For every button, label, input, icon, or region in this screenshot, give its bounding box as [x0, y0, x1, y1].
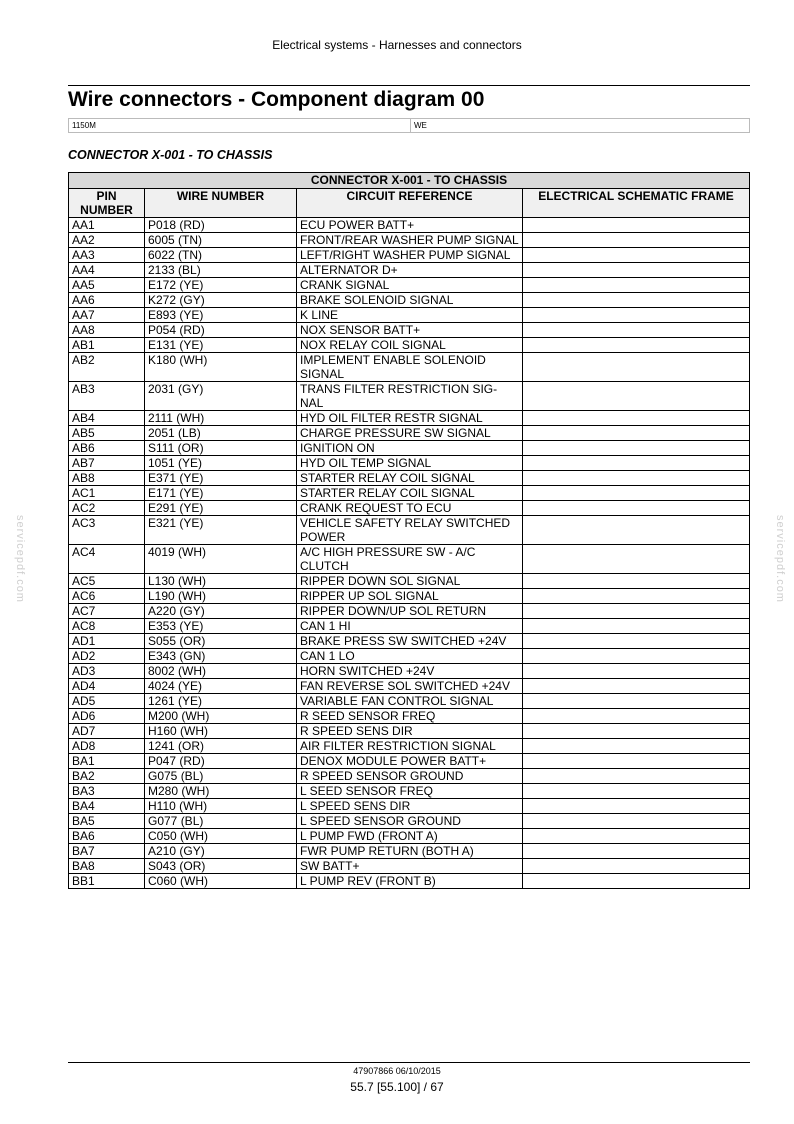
cell-frame [523, 589, 750, 604]
cell-circuit: RIPPER DOWN/UP SOL RETURN [297, 604, 523, 619]
cell-pin: BA3 [69, 784, 145, 799]
table-row [69, 799, 750, 814]
cell-circuit: ALTERNATOR D+ [297, 263, 523, 278]
cell-circuit: L SPEED SENSOR GROUND [297, 814, 523, 829]
page-title: Wire connectors - Component diagram 00 [68, 88, 485, 111]
cell-frame [523, 769, 750, 784]
footer-page-number: 55.7 [55.100] / 67 [350, 1080, 444, 1094]
table-row [69, 784, 750, 799]
cell-circuit: CRANK REQUEST TO ECU [297, 501, 523, 516]
table-row [69, 545, 750, 574]
cell-pin: AB3 [69, 382, 145, 411]
table-row [69, 293, 750, 308]
cell-frame [523, 411, 750, 426]
cell-frame [523, 441, 750, 456]
cell-wire: 8002 (WH) [145, 664, 297, 679]
cell-frame [523, 619, 750, 634]
cell-circuit: K LINE [297, 308, 523, 323]
cell-frame [523, 859, 750, 874]
column-header-pin: PIN NUMBER [69, 189, 145, 218]
cell-circuit: R SPEED SENSOR GROUND [297, 769, 523, 784]
cell-frame [523, 501, 750, 516]
model-info-row [68, 118, 750, 133]
watermark-left: servicepdf.com [14, 515, 26, 603]
cell-frame [523, 233, 750, 248]
cell-circuit: L PUMP REV (FRONT B) [297, 874, 523, 889]
table-row [69, 501, 750, 516]
cell-pin: AD7 [69, 724, 145, 739]
table-row [69, 382, 750, 411]
column-header-frame: ELECTRICAL SCHEMATIC FRAME [523, 189, 750, 218]
cell-circuit: R SPEED SENS DIR [297, 724, 523, 739]
cell-pin: AA6 [69, 293, 145, 308]
cell-wire: H160 (WH) [145, 724, 297, 739]
cell-pin: AD4 [69, 679, 145, 694]
cell-circuit: FWR PUMP RETURN (BOTH A) [297, 844, 523, 859]
cell-wire: E321 (YE) [145, 516, 297, 545]
cell-wire: M200 (WH) [145, 709, 297, 724]
cell-frame [523, 724, 750, 739]
cell-pin: AB6 [69, 441, 145, 456]
table-caption: CONNECTOR X-001 - TO CHASSIS [69, 173, 750, 189]
cell-wire: P054 (RD) [145, 323, 297, 338]
table-row [69, 664, 750, 679]
cell-pin: AB5 [69, 426, 145, 441]
cell-wire: E291 (YE) [145, 501, 297, 516]
cell-frame [523, 471, 750, 486]
table-row [69, 829, 750, 844]
table-row [69, 634, 750, 649]
cell-pin: AA8 [69, 323, 145, 338]
cell-wire: 1261 (YE) [145, 694, 297, 709]
table-row [69, 604, 750, 619]
cell-pin: AD8 [69, 739, 145, 754]
table-row [69, 814, 750, 829]
cell-wire: C060 (WH) [145, 874, 297, 889]
cell-pin: AC3 [69, 516, 145, 545]
cell-circuit: CAN 1 LO [297, 649, 523, 664]
cell-frame [523, 323, 750, 338]
table-row [69, 844, 750, 859]
table-row [69, 308, 750, 323]
cell-frame [523, 278, 750, 293]
footer-doc-code: 47907866 06/10/2015 [353, 1066, 441, 1076]
cell-circuit: L SPEED SENS DIR [297, 799, 523, 814]
cell-wire: K272 (GY) [145, 293, 297, 308]
cell-circuit: L SEED SENSOR FREQ [297, 784, 523, 799]
cell-pin: AD6 [69, 709, 145, 724]
cell-frame [523, 456, 750, 471]
cell-pin: AC1 [69, 486, 145, 501]
cell-circuit: AIR FILTER RESTRICTION SIGNAL [297, 739, 523, 754]
table-body [69, 218, 750, 889]
cell-wire: P047 (RD) [145, 754, 297, 769]
cell-wire: E353 (YE) [145, 619, 297, 634]
cell-frame [523, 664, 750, 679]
cell-pin: AB4 [69, 411, 145, 426]
cell-frame [523, 874, 750, 889]
cell-circuit: IMPLEMENT ENABLE SOLENOID SIGNAL [297, 353, 523, 382]
cell-circuit: ECU POWER BATT+ [297, 218, 523, 233]
cell-frame [523, 426, 750, 441]
cell-pin: BA6 [69, 829, 145, 844]
cell-circuit: NOX SENSOR BATT+ [297, 323, 523, 338]
cell-pin: BA8 [69, 859, 145, 874]
cell-frame [523, 263, 750, 278]
table-row [69, 441, 750, 456]
cell-pin: BA1 [69, 754, 145, 769]
column-header-wire: WIRE NUMBER [145, 189, 297, 218]
section-title: CONNECTOR X-001 - TO CHASSIS [68, 148, 273, 162]
cell-wire: C050 (WH) [145, 829, 297, 844]
watermark-right: servicepdf.com [774, 515, 786, 603]
cell-wire: E171 (YE) [145, 486, 297, 501]
cell-frame [523, 634, 750, 649]
cell-frame [523, 545, 750, 574]
running-header: Electrical systems - Harnesses and connectors [272, 38, 522, 52]
cell-frame [523, 293, 750, 308]
cell-wire: L130 (WH) [145, 574, 297, 589]
cell-frame [523, 784, 750, 799]
table-row [69, 619, 750, 634]
cell-pin: AA2 [69, 233, 145, 248]
cell-circuit: L PUMP FWD (FRONT A) [297, 829, 523, 844]
cell-pin: AC2 [69, 501, 145, 516]
cell-wire: H110 (WH) [145, 799, 297, 814]
connector-table [68, 172, 750, 889]
cell-wire: 1051 (YE) [145, 456, 297, 471]
cell-frame [523, 739, 750, 754]
cell-pin: AB8 [69, 471, 145, 486]
cell-pin: AD2 [69, 649, 145, 664]
cell-frame [523, 679, 750, 694]
column-header-circuit: CIRCUIT REFERENCE [297, 189, 523, 218]
cell-circuit: BRAKE SOLENOID SIGNAL [297, 293, 523, 308]
table-row [69, 456, 750, 471]
cell-frame [523, 308, 750, 323]
cell-frame [523, 604, 750, 619]
cell-wire: 2133 (BL) [145, 263, 297, 278]
cell-pin: AC8 [69, 619, 145, 634]
cell-wire: 6022 (TN) [145, 248, 297, 263]
cell-pin: AA5 [69, 278, 145, 293]
table-row [69, 724, 750, 739]
table-row [69, 471, 750, 486]
cell-wire: E371 (YE) [145, 471, 297, 486]
cell-wire: 4024 (YE) [145, 679, 297, 694]
cell-pin: AA1 [69, 218, 145, 233]
cell-frame [523, 486, 750, 501]
cell-circuit: HYD OIL TEMP SIGNAL [297, 456, 523, 471]
cell-wire: 2031 (GY) [145, 382, 297, 411]
cell-circuit: R SEED SENSOR FREQ [297, 709, 523, 724]
cell-frame [523, 218, 750, 233]
cell-circuit: HYD OIL FILTER RESTR SIGNAL [297, 411, 523, 426]
table-row [69, 248, 750, 263]
cell-circuit: STARTER RELAY COIL SIGNAL [297, 486, 523, 501]
cell-wire: E343 (GN) [145, 649, 297, 664]
cell-pin: AB7 [69, 456, 145, 471]
cell-pin: AD5 [69, 694, 145, 709]
cell-wire: G077 (BL) [145, 814, 297, 829]
table-row [69, 426, 750, 441]
cell-pin: BA2 [69, 769, 145, 784]
cell-frame [523, 574, 750, 589]
cell-wire: P018 (RD) [145, 218, 297, 233]
cell-wire: L190 (WH) [145, 589, 297, 604]
cell-circuit: RIPPER UP SOL SIGNAL [297, 589, 523, 604]
table-row [69, 709, 750, 724]
cell-frame [523, 754, 750, 769]
cell-pin: AA4 [69, 263, 145, 278]
cell-frame [523, 516, 750, 545]
cell-frame [523, 844, 750, 859]
cell-circuit: IGNITION ON [297, 441, 523, 456]
cell-frame [523, 709, 750, 724]
cell-wire: 4019 (WH) [145, 545, 297, 574]
table-row [69, 754, 750, 769]
cell-circuit: LEFT/RIGHT WASHER PUMP SIGNAL [297, 248, 523, 263]
table-row [69, 486, 750, 501]
table-row [69, 769, 750, 784]
table-row [69, 574, 750, 589]
table-row [69, 323, 750, 338]
table-row [69, 411, 750, 426]
cell-frame [523, 694, 750, 709]
model-cell: 1150M [69, 119, 411, 132]
table-row [69, 739, 750, 754]
cell-circuit: SW BATT+ [297, 859, 523, 874]
cell-circuit: A/C HIGH PRESSURE SW - A/C CLUTCH [297, 545, 523, 574]
cell-pin: AA3 [69, 248, 145, 263]
cell-wire: A220 (GY) [145, 604, 297, 619]
cell-wire: S043 (OR) [145, 859, 297, 874]
cell-circuit: HORN SWITCHED +24V [297, 664, 523, 679]
cell-wire: 6005 (TN) [145, 233, 297, 248]
header-rule [68, 85, 750, 86]
table-row [69, 278, 750, 293]
cell-pin: AC7 [69, 604, 145, 619]
cell-pin: AA7 [69, 308, 145, 323]
cell-pin: AB1 [69, 338, 145, 353]
table-row [69, 233, 750, 248]
cell-circuit: VARIABLE FAN CONTROL SIGNAL [297, 694, 523, 709]
cell-pin: AD3 [69, 664, 145, 679]
cell-wire: S055 (OR) [145, 634, 297, 649]
cell-frame [523, 829, 750, 844]
cell-wire: S111 (OR) [145, 441, 297, 456]
cell-wire: E172 (YE) [145, 278, 297, 293]
table-row [69, 263, 750, 278]
cell-circuit: DENOX MODULE POWER BATT+ [297, 754, 523, 769]
table-row [69, 694, 750, 709]
cell-wire: 1241 (OR) [145, 739, 297, 754]
cell-circuit: CRANK SIGNAL [297, 278, 523, 293]
cell-frame [523, 382, 750, 411]
table-row [69, 589, 750, 604]
cell-circuit: STARTER RELAY COIL SIGNAL [297, 471, 523, 486]
cell-wire: K180 (WH) [145, 353, 297, 382]
cell-wire: M280 (WH) [145, 784, 297, 799]
table-row [69, 874, 750, 889]
region-cell: WE [414, 121, 427, 130]
cell-circuit: NOX RELAY COIL SIGNAL [297, 338, 523, 353]
table-row [69, 353, 750, 382]
cell-circuit: FRONT/REAR WASHER PUMP SIGNAL [297, 233, 523, 248]
cell-wire: 2111 (WH) [145, 411, 297, 426]
cell-wire: E893 (YE) [145, 308, 297, 323]
cell-pin: AC5 [69, 574, 145, 589]
cell-circuit: FAN REVERSE SOL SWITCHED +24V [297, 679, 523, 694]
cell-pin: AB2 [69, 353, 145, 382]
cell-circuit: CHARGE PRESSURE SW SIGNAL [297, 426, 523, 441]
cell-wire: G075 (BL) [145, 769, 297, 784]
cell-frame [523, 649, 750, 664]
cell-pin: BA5 [69, 814, 145, 829]
cell-circuit: VEHICLE SAFETY RELAY SWITCHED POWER [297, 516, 523, 545]
table-row [69, 516, 750, 545]
table-row [69, 679, 750, 694]
cell-pin: AC4 [69, 545, 145, 574]
cell-pin: BB1 [69, 874, 145, 889]
cell-circuit: RIPPER DOWN SOL SIGNAL [297, 574, 523, 589]
table-row [69, 859, 750, 874]
cell-circuit: BRAKE PRESS SW SWITCHED +24V [297, 634, 523, 649]
cell-circuit: TRANS FILTER RESTRICTION SIG-NAL [297, 382, 523, 411]
table-row [69, 338, 750, 353]
cell-pin: AD1 [69, 634, 145, 649]
cell-pin: BA7 [69, 844, 145, 859]
table-row [69, 649, 750, 664]
cell-wire: A210 (GY) [145, 844, 297, 859]
cell-frame [523, 338, 750, 353]
cell-pin: BA4 [69, 799, 145, 814]
cell-wire: 2051 (LB) [145, 426, 297, 441]
cell-frame [523, 799, 750, 814]
table-row [69, 218, 750, 233]
cell-frame [523, 248, 750, 263]
cell-frame [523, 353, 750, 382]
cell-frame [523, 814, 750, 829]
cell-pin: AC6 [69, 589, 145, 604]
cell-wire: E131 (YE) [145, 338, 297, 353]
cell-circuit: CAN 1 HI [297, 619, 523, 634]
footer-rule [68, 1062, 750, 1063]
